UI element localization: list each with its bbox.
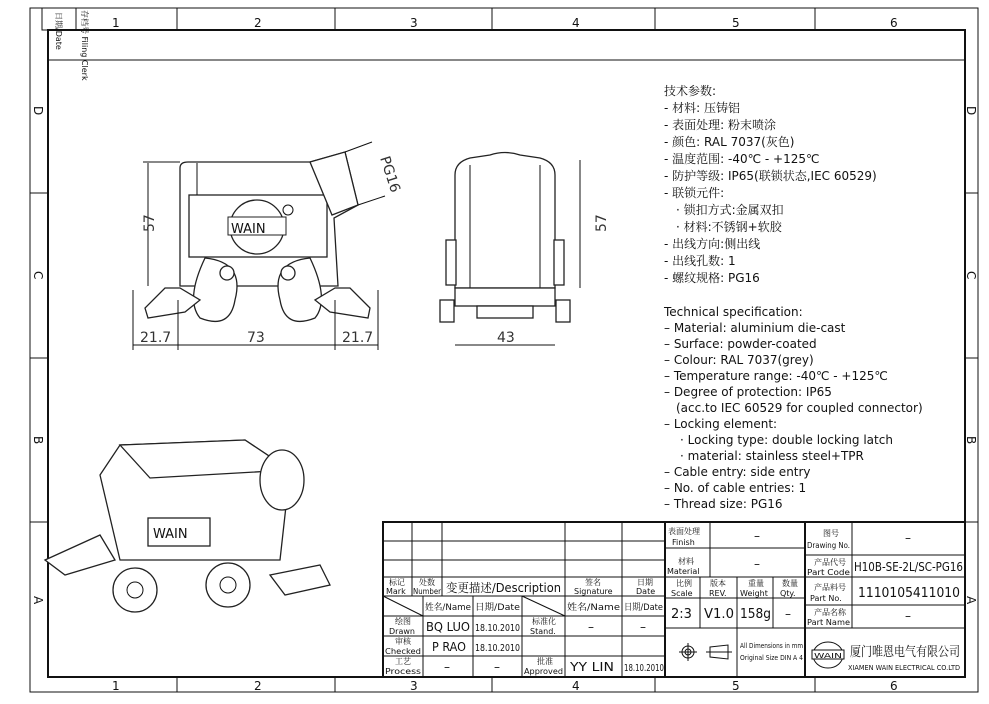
dim-height: 57 [142, 214, 158, 232]
spec-en-line: · Locking type: double locking latch [680, 433, 893, 447]
dim-width: 73 [247, 330, 265, 346]
spec-cn-line: - 材料: 压铸铝 [664, 101, 741, 115]
part-name-label: Part Name [807, 618, 851, 627]
part-name-cn: 产品名称 [814, 608, 846, 617]
spec-en-line: – Locking element: [664, 417, 778, 431]
checked-label: Checked [385, 647, 421, 656]
rev-label: REV. [709, 589, 727, 598]
spec-en-line: · material: stainless steel+TPR [680, 449, 864, 463]
dim-side-height: 57 [594, 214, 610, 232]
approved-date: 18.10.2010 [624, 663, 664, 674]
dim-thread: PG16 [376, 154, 403, 195]
part-no-cn: 产品料号 [814, 583, 846, 592]
filing-strip [42, 8, 90, 81]
row-b-right: B [964, 436, 978, 445]
spec-en-line: (acc.to IEC 60529 for coupled connector) [676, 401, 923, 415]
stand-label: Stand. [530, 627, 556, 636]
company-logo-text: WAIN [814, 652, 842, 660]
approved-name: YY LIN [568, 660, 614, 674]
qty-label: Qty. [780, 589, 796, 598]
spec-cn-line: 技术参数: [664, 84, 717, 98]
stand-cn: 标准化 [532, 617, 556, 626]
spec-cn-line: - 颜色: RAL 7037(灰色) [664, 135, 795, 149]
dim-right-flange: 21.7 [342, 330, 374, 346]
spec-cn-line: · 材料:不锈钢+软胶 [676, 220, 782, 234]
part-code-label: Part Code [807, 568, 851, 577]
material-value: – [754, 557, 760, 571]
part-no-value: 1110105411010 [858, 586, 960, 601]
row-a: A [31, 596, 45, 605]
spec-cn-line: - 出线方向:侧出线 [664, 237, 761, 251]
finish-value: – [754, 529, 760, 543]
checked-cn: 审核 [395, 637, 411, 646]
process-cn: 工艺 [395, 657, 411, 666]
scale-value: 2:3 [671, 607, 692, 622]
spec-en-line: – No. of cable entries: 1 [664, 481, 807, 495]
col-5-bottom: 5 [732, 679, 740, 693]
projection-symbol-icon [679, 643, 732, 661]
col-6: 6 [890, 16, 898, 30]
finish-label: Finish [672, 538, 695, 547]
stand-date: – [640, 620, 646, 634]
spec-cn-line: - 防护等级: IP65(联锁状态,IEC 60529) [664, 169, 877, 183]
col-4-bottom: 4 [572, 679, 580, 693]
mark-label: Mark [386, 587, 406, 596]
col-1-bottom: 1 [112, 679, 120, 693]
col-6-bottom: 6 [890, 679, 898, 693]
material-label: Material [667, 567, 700, 576]
spec-en-line: – Surface: powder-coated [664, 337, 817, 351]
col-5: 5 [732, 16, 740, 30]
spec-cn-line: - 联锁元件: [664, 186, 725, 200]
spec-en [663, 305, 923, 511]
process-name: – [444, 660, 450, 674]
row-b: B [31, 436, 45, 445]
process-date: – [494, 660, 500, 674]
stand-name: – [588, 620, 594, 634]
rev-value: V1.0 [704, 607, 734, 622]
description-header: 变更描述/Description [446, 581, 567, 595]
spec-cn-line: · 锁扣方式:金属双扣 [676, 203, 784, 217]
checked-name: P RAO [432, 640, 466, 654]
date-header-2: 日期/Date [624, 603, 667, 613]
row-d: D [31, 106, 45, 116]
row-d-right: D [964, 106, 978, 116]
company-logo [812, 642, 844, 668]
spec-cn-line: - 温度范围: -40℃ - +125℃ [664, 152, 820, 166]
checked-date: 18.10.2010 [475, 643, 520, 654]
process-label: Process [385, 667, 421, 676]
filing-clerk-label: 存档号 Filing Clerk [80, 10, 89, 81]
spec-en-line: – Temperature range: -40℃ - +125℃ [664, 369, 888, 383]
date-header: 日期/Date [475, 603, 518, 613]
rev-date-cn: 日期 [637, 578, 653, 587]
finish-cn: 表面处理 [668, 527, 700, 536]
drawn-label: Drawn [389, 627, 415, 636]
qty-cn: 数量 [782, 579, 798, 588]
col-2-bottom: 2 [254, 679, 262, 693]
part-code-value: H10B-SE-2L/SC-PG16 [854, 560, 963, 574]
approved-label: Approved [524, 667, 563, 676]
spec-en-line: – Degree of protection: IP65 [664, 385, 832, 399]
name-header: 姓名/Name [425, 603, 473, 613]
spec-en-line: – Colour: RAL 7037(grey) [664, 353, 814, 367]
col-2: 2 [254, 16, 262, 30]
weight-label: Weight [740, 589, 768, 598]
company-name-en: XIAMEN WAIN ELECTRICAL CO.LTD [848, 664, 960, 672]
approved-cn: 批准 [537, 657, 553, 666]
spec-en-line: – Cable entry: side entry [664, 465, 811, 479]
spec-en-line: – Thread size: PG16 [664, 497, 783, 511]
spec-cn-line: - 表面处理: 粉末喷涂 [664, 118, 777, 132]
inner-frame [48, 30, 981, 677]
side-view [440, 153, 610, 347]
drawing-no-label: Drawing No. [807, 541, 850, 550]
signature-cn: 签名 [585, 578, 601, 587]
number-cn: 处数 [419, 578, 435, 587]
scale-cn: 比例 [676, 579, 692, 588]
spec-en-line: – Material: aluminium die-cast [664, 321, 846, 335]
spec-cn-line: - 螺纹规格: PG16 [664, 271, 760, 285]
spec-cn-line: - 出线孔数: 1 [664, 254, 736, 268]
number-label: Number [413, 587, 442, 596]
company-name-cn: 厦门唯恩电气有限公司 [850, 645, 981, 660]
spec-en-line: Technical specification: [664, 305, 803, 319]
dim-left-flange: 21.7 [140, 330, 172, 346]
drawing-no-cn: 图号 [823, 529, 839, 538]
part-name-value: – [905, 609, 911, 623]
col-3: 3 [410, 16, 418, 30]
title-block [383, 522, 981, 677]
col-3-bottom: 3 [410, 679, 418, 693]
isometric-view [45, 440, 330, 612]
row-a-right: A [964, 596, 978, 605]
row-c-right: C [964, 271, 978, 280]
spec-cn [664, 83, 877, 285]
iso-logo-text: WAIN [153, 527, 188, 542]
row-c: C [31, 271, 45, 280]
scale-label: Scale [671, 589, 693, 598]
drawn-cn: 绘图 [395, 617, 411, 626]
logo-text: WAIN [231, 222, 266, 237]
name-header-2: 姓名/Name [567, 603, 615, 613]
drawn-name: BQ LUO [426, 620, 470, 634]
mark-cn: 标记 [389, 578, 405, 587]
signature-label: Signature [574, 587, 613, 596]
rev-date-label: Date [636, 587, 656, 596]
col-4: 4 [572, 16, 580, 30]
part-code-cn: 产品代号 [814, 558, 846, 567]
rev-cn: 版本 [710, 579, 726, 588]
weight-value: 158g [740, 607, 771, 622]
front-view [133, 142, 403, 350]
dim-side-width: 43 [497, 330, 515, 346]
material-cn: 材料 [678, 557, 694, 566]
drawing-no-value: – [905, 531, 911, 545]
qty-value: – [785, 607, 791, 621]
part-no-label: Part No. [810, 594, 842, 603]
weight-cn: 重量 [748, 579, 764, 588]
size-note: Original Size DIN A 4 [740, 654, 804, 662]
drawn-date: 18.10.2010 [475, 623, 520, 634]
col-1: 1 [112, 16, 120, 30]
date-label: 日期/Date [54, 12, 63, 50]
dimensions-note: All Dimensions in mm [740, 642, 804, 650]
